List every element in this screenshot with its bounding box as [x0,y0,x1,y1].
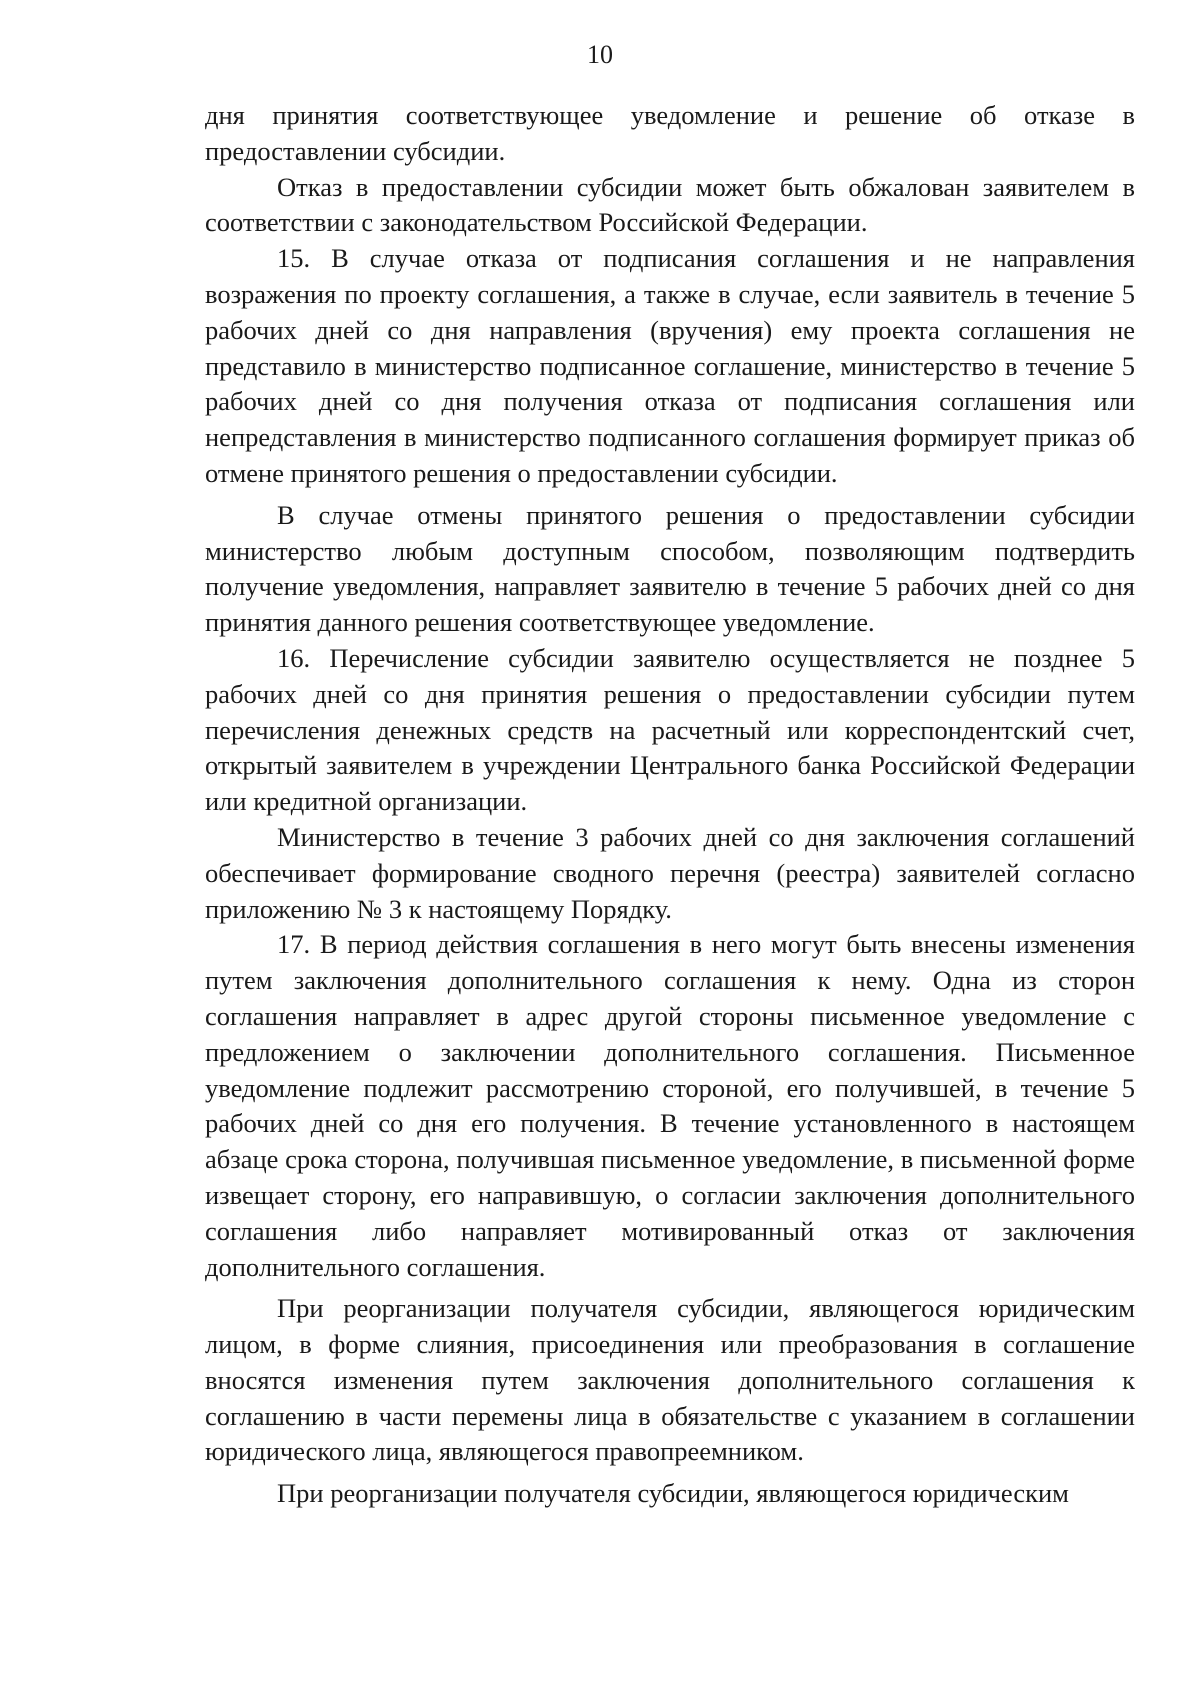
paragraph-refusal-appeal: Отказ в предоставлении субсидии может быть обжалован заявителем в соответствии с законодательством Российской Федерации. [205,171,1135,238]
paragraph-continuation: дня принятия соответствующее уведомление и решение об отказе в предоставлении субсидии. [205,100,1135,166]
paragraph-registry: Министерство в течение 3 рабочих дней со дня заключения соглашений обеспечивает формирование сводного перечня (реестра) заявителей согласно приложению № 3 к настоящему Порядку. [205,821,1135,924]
paragraph-reorganization-merger: При реорганизации получателя субсидии, являющегося юридическим лицом, в форме слияния, присоединения или преобразования в соглашение вносятся изменения путем заключения дополнительного соглашения к соглашению в части перемены лица в обязательстве с указанием в соглашении юридического лица, являющегося правопреемником. [205,1293,1135,1467]
paragraph-reorganization-continued: При реорганизации получателя субсидии, являющегося юридическим [277,1478,1069,1509]
paragraph-clause-15: 15. В случае отказа от подписания соглашения и не направления возражения по проекту соглашения, а также в случае, если заявитель в течение 5 рабочих дней со дня направления (вручения) ему проекта соглашения не представило в министерство подписанное соглашение, министерство в течение 5 рабочих дней со дня получения отказа от подписания соглашения или непредставления в министерство подписанного соглашения формирует приказ об отмене принятого решения о предоставлении субсидии. [205,243,1135,488]
paragraph-cancellation-notice: В случае отмены принятого решения о предоставлении субсидии министерство любым доступным способом, позволяющим подтвердить получение уведомления, направляет заявителю в течение 5 рабочих дней со дня принятия данного решения соответствующее уведомление. [205,499,1135,638]
page-number: 10 [587,40,613,69]
paragraph-clause-16: 16. Перечисление субсидии заявителю осуществляется не позднее 5 рабочих дней со дня принятия решения о предоставлении субсидии путем перечисления денежных средств на расчетный или корреспондентский счет, открытый заявителем в учреждении Центрального банка Российской Федерации или кредитной организации. [205,642,1135,817]
paragraph-clause-17: 17. В период действия соглашения в него могут быть внесены изменения путем заключения дополнительного соглашения к нему. Одна из сторон соглашения направляет в адрес другой стороны письменное уведомление с предложением о заключении дополнительного соглашения. Письменное уведомление подлежит рассмотрению стороной, его получившей, в течение 5 рабочих дней со дня его получения. В течение установленного в настоящем абзаце срока сторона, получившая письменное уведомление, в письменной форме извещает сторону, его направившую, о согласии заключения дополнительного соглашения либо направляет мотивированный отказ от заключения дополнительного соглашения. [205,929,1135,1282]
document-body [205,98,1135,1512]
